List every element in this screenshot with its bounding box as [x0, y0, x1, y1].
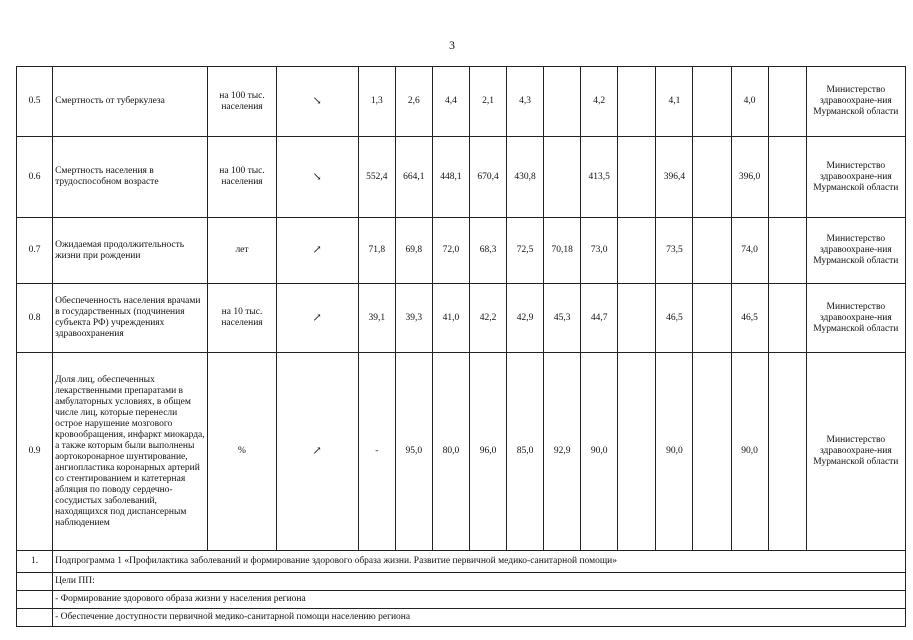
- row-number: 0.5: [17, 67, 53, 137]
- indicator-name: Доля лиц, обеспеченных лекарственными препаратами в амбулаторных условиях, в общем числе лиц, которые перенесли острое нарушение мозгового кровообращения, инфаркт миокарда, а также которым были выполнены аортокоронарное шунтирование, ангиопластика коронарных артерий со стентированием и катетерная абляция по поводу сердечно-сосудистых заболеваний, находящихся под диспансерным наблюдением: [53, 353, 208, 551]
- value-cell: 39,1: [358, 284, 395, 353]
- value-cell: 90,0: [656, 353, 693, 551]
- value-cell: 96,0: [469, 353, 506, 551]
- goal-item: - Формирование здорового образа жизни у населения региона: [53, 591, 906, 609]
- value-cell: [544, 67, 581, 137]
- value-cell: [693, 353, 731, 551]
- indicator-name: Смертность от туберкулеза: [53, 67, 208, 137]
- value-cell: [618, 67, 656, 137]
- subprogram-section: [17, 551, 906, 627]
- value-cell: 85,0: [507, 353, 544, 551]
- value-cell: [693, 284, 731, 353]
- value-cell: 1,3: [358, 67, 395, 137]
- value-cell: [618, 284, 656, 353]
- responsible-ministry: Министерство здравоохране-ния Мурманской области: [806, 353, 905, 551]
- value-cell: 4,0: [731, 67, 768, 137]
- value-cell: [768, 218, 806, 284]
- value-cell: 90,0: [581, 353, 618, 551]
- unit-of-measure: на 100 тыс. населения: [208, 137, 276, 218]
- responsible-ministry: Министерство здравоохране-ния Мурманской области: [806, 67, 905, 137]
- value-cell: 46,5: [656, 284, 693, 353]
- value-cell: 2,6: [395, 67, 432, 137]
- value-cell: 73,0: [581, 218, 618, 284]
- goals-label-row: [17, 573, 906, 591]
- row-number: 0.7: [17, 218, 53, 284]
- value-cell: 71,8: [358, 218, 395, 284]
- value-cell: 430,8: [507, 137, 544, 218]
- value-cell: 45,3: [544, 284, 581, 353]
- value-cell: 68,3: [469, 218, 506, 284]
- value-cell: 74,0: [731, 218, 768, 284]
- value-cell: 2,1: [469, 67, 506, 137]
- value-cell: [768, 284, 806, 353]
- indicator-row: [17, 137, 906, 218]
- value-cell: 39,3: [395, 284, 432, 353]
- value-cell: 70,18: [544, 218, 581, 284]
- value-cell: -: [358, 353, 395, 551]
- indicator-row: [17, 67, 906, 137]
- unit-of-measure: лет: [208, 218, 276, 284]
- indicator-row: [17, 353, 906, 551]
- value-cell: 41,0: [432, 284, 469, 353]
- value-cell: [768, 67, 806, 137]
- value-cell: 73,5: [656, 218, 693, 284]
- row-number: 0.9: [17, 353, 53, 551]
- value-cell: 4,2: [581, 67, 618, 137]
- value-cell: 46,5: [731, 284, 768, 353]
- value-cell: 42,2: [469, 284, 506, 353]
- value-cell: 670,4: [469, 137, 506, 218]
- value-cell: [618, 218, 656, 284]
- responsible-ministry: Министерство здравоохране-ния Мурманской области: [806, 284, 905, 353]
- indicator-name: Смертность населения в трудоспособном возрасте: [53, 137, 208, 218]
- value-cell: 448,1: [432, 137, 469, 218]
- value-cell: [768, 353, 806, 551]
- value-cell: 69,8: [395, 218, 432, 284]
- value-cell: [693, 137, 731, 218]
- value-cell: [618, 353, 656, 551]
- indicator-name: Обеспеченность населения врачами в государственных (подчинения субъекта РФ) учреждениях здравоохранения: [53, 284, 208, 353]
- trend-arrow-icon: ↗: [276, 284, 358, 353]
- trend-arrow-icon: ↘: [276, 67, 358, 137]
- value-cell: 413,5: [581, 137, 618, 218]
- value-cell: 44,7: [581, 284, 618, 353]
- indicator-row: [17, 284, 906, 353]
- value-cell: 552,4: [358, 137, 395, 218]
- unit-of-measure: на 100 тыс. населения: [208, 67, 276, 137]
- subprogram-title: Подпрограмма 1 «Профилактика заболеваний и формирование здорового образа жизни. Развитие первичной медико-санитарной помощи»: [53, 551, 906, 573]
- responsible-ministry: Министерство здравоохране-ния Мурманской области: [806, 137, 905, 218]
- value-cell: 664,1: [395, 137, 432, 218]
- unit-of-measure: на 10 тыс. населения: [208, 284, 276, 353]
- value-cell: 396,0: [731, 137, 768, 218]
- row-number: 0.6: [17, 137, 53, 218]
- trend-arrow-icon: ↘: [276, 137, 358, 218]
- value-cell: [544, 137, 581, 218]
- goals-label: Цели ПП:: [53, 573, 906, 591]
- subprogram-row: [17, 551, 906, 573]
- value-cell: 4,1: [656, 67, 693, 137]
- trend-arrow-icon: ↗: [276, 353, 358, 551]
- trend-arrow-icon: ↗: [276, 218, 358, 284]
- subprogram-number: 1.: [17, 551, 53, 573]
- indicator-name: Ожидаемая продолжительность жизни при рождении: [53, 218, 208, 284]
- indicator-row: [17, 218, 906, 284]
- value-cell: 42,9: [507, 284, 544, 353]
- row-number: 0.8: [17, 284, 53, 353]
- value-cell: 92,9: [544, 353, 581, 551]
- value-cell: 396,4: [656, 137, 693, 218]
- indicators-table: [16, 66, 906, 627]
- value-cell: 72,0: [432, 218, 469, 284]
- value-cell: 80,0: [432, 353, 469, 551]
- goal-row: [17, 609, 906, 627]
- page-number: 3: [449, 38, 455, 52]
- value-cell: 95,0: [395, 353, 432, 551]
- value-cell: 4,4: [432, 67, 469, 137]
- goal-row: [17, 591, 906, 609]
- responsible-ministry: Министерство здравоохране-ния Мурманской области: [806, 218, 905, 284]
- value-cell: [768, 137, 806, 218]
- value-cell: [618, 137, 656, 218]
- value-cell: 90,0: [731, 353, 768, 551]
- value-cell: 4,3: [507, 67, 544, 137]
- value-cell: [693, 67, 731, 137]
- indicators-body: [17, 67, 906, 551]
- value-cell: 72,5: [507, 218, 544, 284]
- unit-of-measure: %: [208, 353, 276, 551]
- value-cell: [693, 218, 731, 284]
- goal-item: - Обеспечение доступности первичной медико-санитарной помощи населению региона: [53, 609, 906, 627]
